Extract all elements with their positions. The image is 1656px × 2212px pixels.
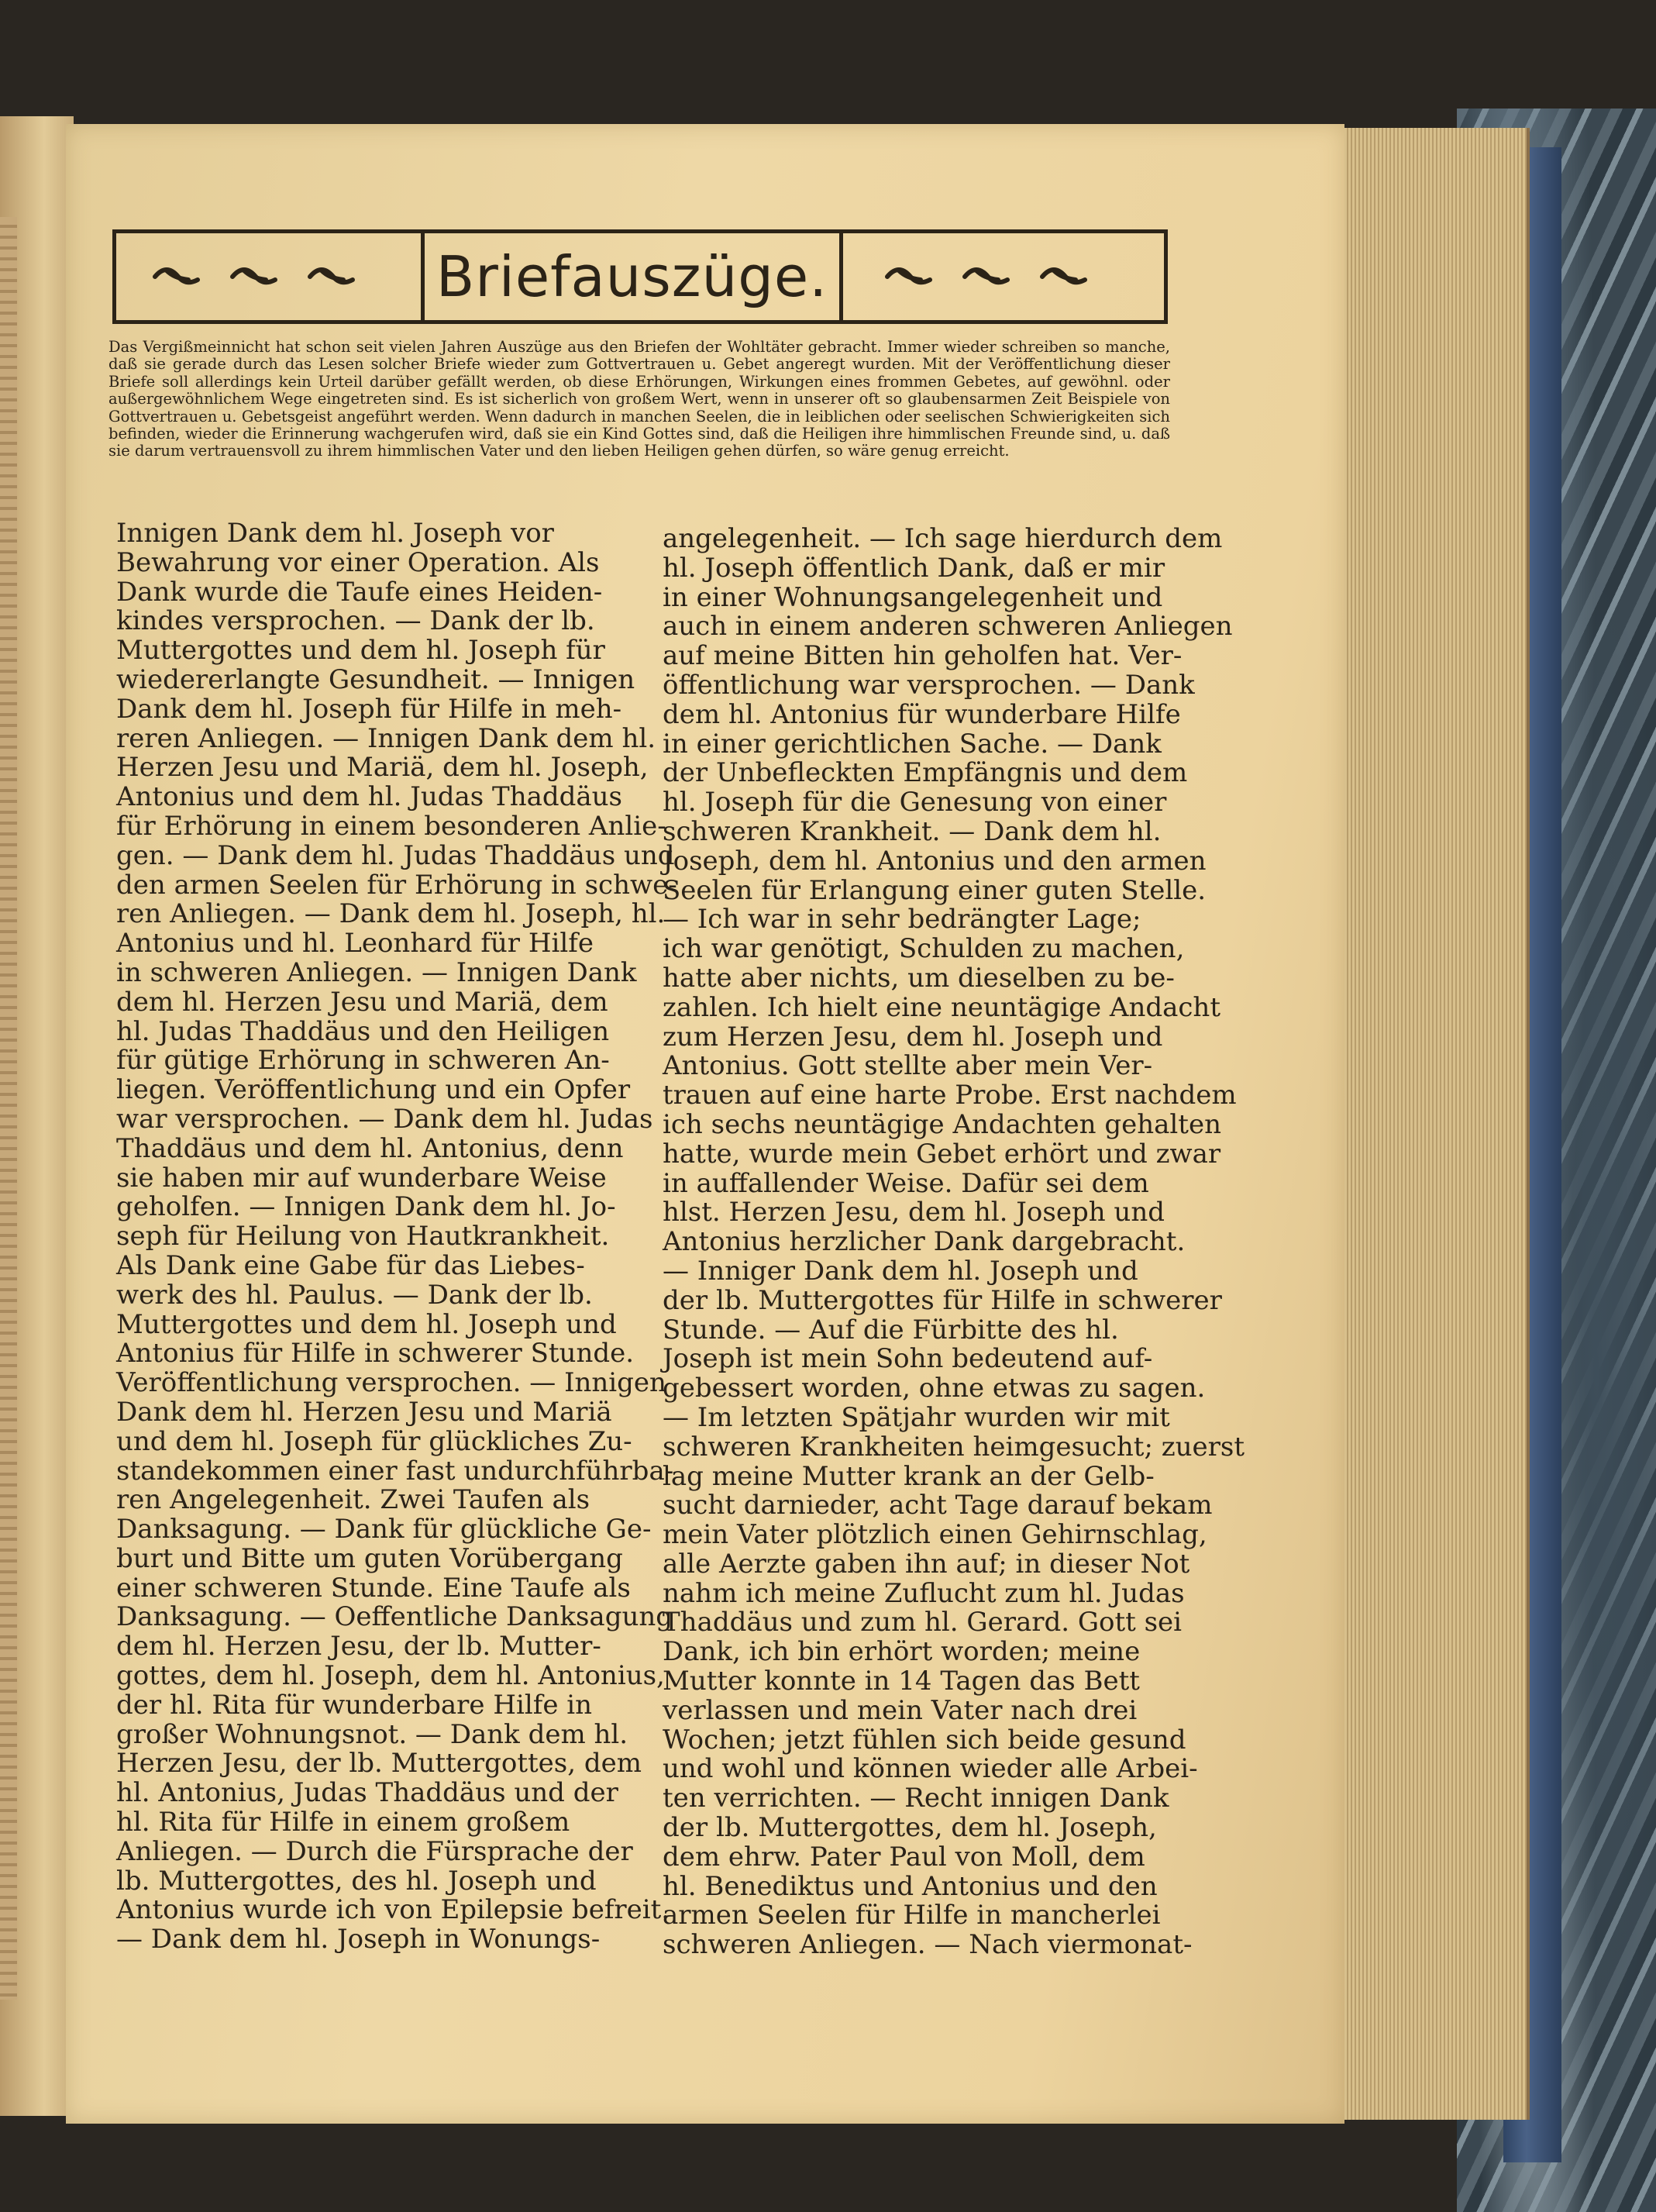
text-line: kindes versprochen. — Dank der lb.	[116, 605, 595, 637]
text-line: Anliegen. — Durch die Fürsprache der	[116, 1835, 633, 1867]
text-line: Veröffentlichung versprochen. — Innigen	[116, 1367, 666, 1399]
text-line: sie haben mir auf wunderbare Weise	[116, 1162, 607, 1194]
text-line: werk des hl. Paulus. — Dank der lb.	[116, 1279, 593, 1311]
text-line: in auffallender Weise. Dafür sei dem	[663, 1167, 1149, 1199]
text-line: — Ich war in sehr bedrängter Lage;	[663, 904, 1141, 935]
text-line: in einer gerichtlichen Sache. — Dank	[663, 728, 1162, 760]
text-line: — Inniger Dank dem hl. Joseph und	[663, 1255, 1138, 1287]
text-line: zahlen. Ich hielt eine neuntägige Andacht	[663, 991, 1220, 1023]
text-line: Danksagung. — Oeffentliche Danksagung	[116, 1601, 673, 1633]
text-line: armen Seelen für Hilfe in mancherlei	[663, 1900, 1161, 1931]
text-line: — Im letzten Spätjahr wurden wir mit	[663, 1401, 1170, 1433]
text-line: zum Herzen Jesu, dem hl. Joseph und	[663, 1021, 1163, 1053]
text-line: Antonius wurde ich von Epilepsie befreit.	[116, 1894, 670, 1926]
text-line: der Unbefleckten Empfängnis und dem	[663, 757, 1188, 789]
text-line: einer schweren Stunde. Eine Taufe als	[116, 1572, 631, 1604]
text-line: Antonius für Hilfe in schwerer Stunde.	[116, 1338, 635, 1370]
text-line: Danksagung. — Dank für glückliche Ge-	[116, 1514, 652, 1545]
text-line: der lb. Muttergottes, dem hl. Joseph,	[663, 1812, 1157, 1844]
text-line: dem hl. Herzen Jesu und Mariä, dem	[116, 986, 608, 1018]
text-line: hl. Benediktus und Antonius und den	[663, 1870, 1158, 1902]
text-column-left	[116, 518, 677, 1955]
text-line: schweren Anliegen. — Nach viermonat-	[663, 1929, 1193, 1961]
text-line: hl. Joseph öffentlich Dank, daß er mir	[663, 552, 1165, 584]
text-line: ren Anliegen. — Dank dem hl. Joseph, hl.	[116, 898, 666, 930]
text-line: gebessert worden, ohne etwas zu sagen.	[663, 1373, 1206, 1404]
text-line: der hl. Rita für wunderbare Hilfe in	[116, 1689, 593, 1721]
text-line: lb. Muttergottes, des hl. Joseph und	[116, 1865, 597, 1897]
text-line: war versprochen. — Dank dem hl. Judas	[116, 1103, 653, 1135]
text-line: verlassen und mein Vater nach drei	[663, 1694, 1138, 1726]
text-line: hatte, wurde mein Gebet erhört und zwar	[663, 1138, 1221, 1170]
text-line: burt und Bitte um guten Vorübergang	[116, 1542, 623, 1574]
text-line: hl. Rita für Hilfe in einem großem	[116, 1807, 570, 1838]
text-line: Wochen; jetzt fühlen sich beide gesund	[663, 1724, 1186, 1755]
curl-ornament-icon	[147, 253, 395, 300]
text-line: Muttergottes und dem hl. Joseph für	[116, 635, 605, 667]
text-line: hl. Antonius, Judas Thaddäus und der	[116, 1777, 618, 1809]
text-line: Dank wurde die Taufe eines Heiden-	[116, 576, 603, 608]
text-line: liegen. Veröffentlichung und ein Opfer	[116, 1074, 631, 1106]
text-line: Antonius. Gott stellte aber mein Ver-	[663, 1050, 1153, 1082]
text-line: Mutter konnte in 14 Tagen das Bett	[663, 1666, 1140, 1697]
text-line: Dank dem hl. Joseph für Hilfe in meh-	[116, 693, 622, 725]
text-line: Innigen Dank dem hl. Joseph vor	[116, 518, 554, 549]
curl-ornament-icon	[876, 253, 1131, 300]
text-line: hl. Joseph für die Genesung von einer	[663, 787, 1167, 818]
text-line: nahm ich meine Zuflucht zum hl. Judas	[663, 1577, 1185, 1609]
page-title: Briefauszüge.	[436, 244, 828, 309]
text-line: und dem hl. Joseph für glückliches Zu-	[116, 1425, 632, 1457]
text-line: mein Vater plötzlich einen Gehirnschlag,	[663, 1519, 1207, 1551]
text-line: Joseph, dem hl. Antonius und den armen	[663, 845, 1207, 877]
text-line: gottes, dem hl. Joseph, dem hl. Antonius,	[116, 1660, 665, 1692]
text-line: — Dank dem hl. Joseph in Wonungs-	[116, 1924, 601, 1955]
text-line: auch in einem anderen schweren Anliegen	[663, 611, 1233, 643]
text-line: seph für Heilung von Hautkrankheit.	[116, 1221, 610, 1252]
text-line: Seelen für Erlangung einer guten Stelle.	[663, 874, 1207, 906]
text-line: reren Anliegen. — Innigen Dank dem hl.	[116, 722, 656, 754]
text-line: wiedererlangte Gesundheit. — Innigen	[116, 663, 635, 695]
text-line: ich war genötigt, Schulden zu machen,	[663, 933, 1185, 965]
header-box	[112, 229, 1168, 324]
text-line: Thaddäus und zum hl. Gerard. Gott sei	[663, 1607, 1183, 1638]
page-stack-edges	[1333, 128, 1530, 2120]
text-line: den armen Seelen für Erhörung in schwe-	[116, 869, 677, 901]
text-column-right	[663, 523, 1245, 1961]
text-line: trauen auf eine harte Probe. Erst nachdem	[663, 1080, 1237, 1111]
text-line: standekommen einer fast undurchführba-	[116, 1455, 674, 1487]
text-line: schweren Krankheit. — Dank dem hl.	[663, 815, 1162, 847]
text-line: öffentlichung war versprochen. — Dank	[663, 669, 1195, 701]
text-line: Antonius herzlicher Dank dargebracht.	[663, 1226, 1186, 1258]
text-line: Dank dem hl. Herzen Jesu und Mariä	[116, 1396, 612, 1428]
text-line: Joseph ist mein Sohn bedeutend auf-	[663, 1343, 1153, 1375]
text-line: ich sechs neuntägige Andachten gehalten	[663, 1108, 1221, 1140]
text-line: und wohl und können wieder alle Arbei-	[663, 1753, 1198, 1785]
text-line: Als Dank eine Gabe für das Liebes-	[116, 1249, 585, 1281]
header-divider-right	[839, 233, 843, 320]
text-line: ten verrichten. — Recht innigen Dank	[663, 1783, 1169, 1814]
binding-stitching	[0, 217, 17, 2000]
text-line: geholfen. — Innigen Dank dem hl. Jo-	[116, 1191, 616, 1223]
text-line: Muttergottes und dem hl. Joseph und	[116, 1308, 617, 1340]
text-line: Antonius und hl. Leonhard für Hilfe	[116, 928, 594, 960]
text-line: Herzen Jesu, der lb. Muttergottes, dem	[116, 1748, 642, 1780]
text-line: für Erhörung in einem besonderen Anlie-	[116, 810, 666, 842]
text-line: in schweren Anliegen. — Innigen Dank	[116, 956, 637, 988]
text-line: Dank, ich bin erhört worden; meine	[663, 1636, 1141, 1668]
text-line: für gütige Erhörung in schweren An-	[116, 1045, 610, 1077]
text-line: dem hl. Antonius für wunderbare Hilfe	[663, 698, 1181, 730]
text-line: Antonius und dem hl. Judas Thaddäus	[116, 781, 623, 813]
text-line: dem ehrw. Pater Paul von Moll, dem	[663, 1841, 1145, 1873]
intro-paragraph: Das Vergißmeinnicht hat schon seit vielen Jahren Auszüge aus den Briefen der Wohltäter gebracht. Immer wieder schreiben so manche, daß sie gerade durch das Lesen solcher Briefe wieder zum Gottvertrauen u. Gebet angeregt wurden. Mit der Veröffentlichung dieser Briefe soll allerdings kein Urteil darüber gefällt werden, ob diese Erhörungen, Wirkungen eines frommen Gebetes, auf gewöhnl. oder außergewöhnlichem Wege eingetreten sind. Es ist sicherlich von großem Wert, wenn in unserer oft so glaubensarmen Zeit Beispiele von Gottvertrauen u. Gebetsgeist angeführt werden. Wenn dadurch in manchen Seelen, die in leiblichen oder seelischen Schwierigkeiten sich befinden, wieder die Erinnerung wachgerufen wird, daß sie ein Kind Gottes sind, daß die Heiligen ihre himmlischen Freunde sind, u. daß sie darum vertrauensvoll zu ihrem himmlischen Vater und den lieben Heiligen gehen dürfen, so wäre genug erreicht.	[108, 338, 1170, 460]
text-line: hl. Judas Thaddäus und den Heiligen	[116, 1015, 610, 1047]
text-line: Herzen Jesu und Mariä, dem hl. Joseph,	[116, 752, 649, 784]
text-line: sucht darnieder, acht Tage darauf bekam	[663, 1490, 1213, 1521]
text-line: dem hl. Herzen Jesu, der lb. Mutter-	[116, 1631, 601, 1662]
text-line: Thaddäus und dem hl. Antonius, denn	[116, 1132, 624, 1164]
text-line: schweren Krankheiten heimgesucht; zuerst	[663, 1431, 1245, 1463]
text-line: angelegenheit. — Ich sage hierdurch dem	[663, 523, 1223, 554]
text-line: großer Wohnungsnot. — Dank dem hl.	[116, 1718, 628, 1750]
text-line: hlst. Herzen Jesu, dem hl. Joseph und	[663, 1197, 1165, 1228]
text-line: Stunde. — Auf die Fürbitte des hl.	[663, 1314, 1119, 1345]
text-line: ren Angelegenheit. Zwei Taufen als	[116, 1484, 590, 1516]
text-line: der lb. Muttergottes für Hilfe in schwerer	[663, 1284, 1222, 1316]
text-line: auf meine Bitten hin geholfen hat. Ver-	[663, 640, 1183, 672]
text-line: Bewahrung vor einer Operation. Als	[116, 546, 600, 578]
text-line: hatte aber nichts, um dieselben zu be-	[663, 962, 1175, 994]
text-line: lag meine Mutter krank an der Gelb-	[663, 1460, 1155, 1492]
text-line: in einer Wohnungsangelegenheit und	[663, 581, 1163, 613]
text-line: alle Aerzte gaben ihn auf; in dieser Not	[663, 1548, 1190, 1580]
text-line: gen. — Dank dem hl. Judas Thaddäus und	[116, 839, 675, 871]
